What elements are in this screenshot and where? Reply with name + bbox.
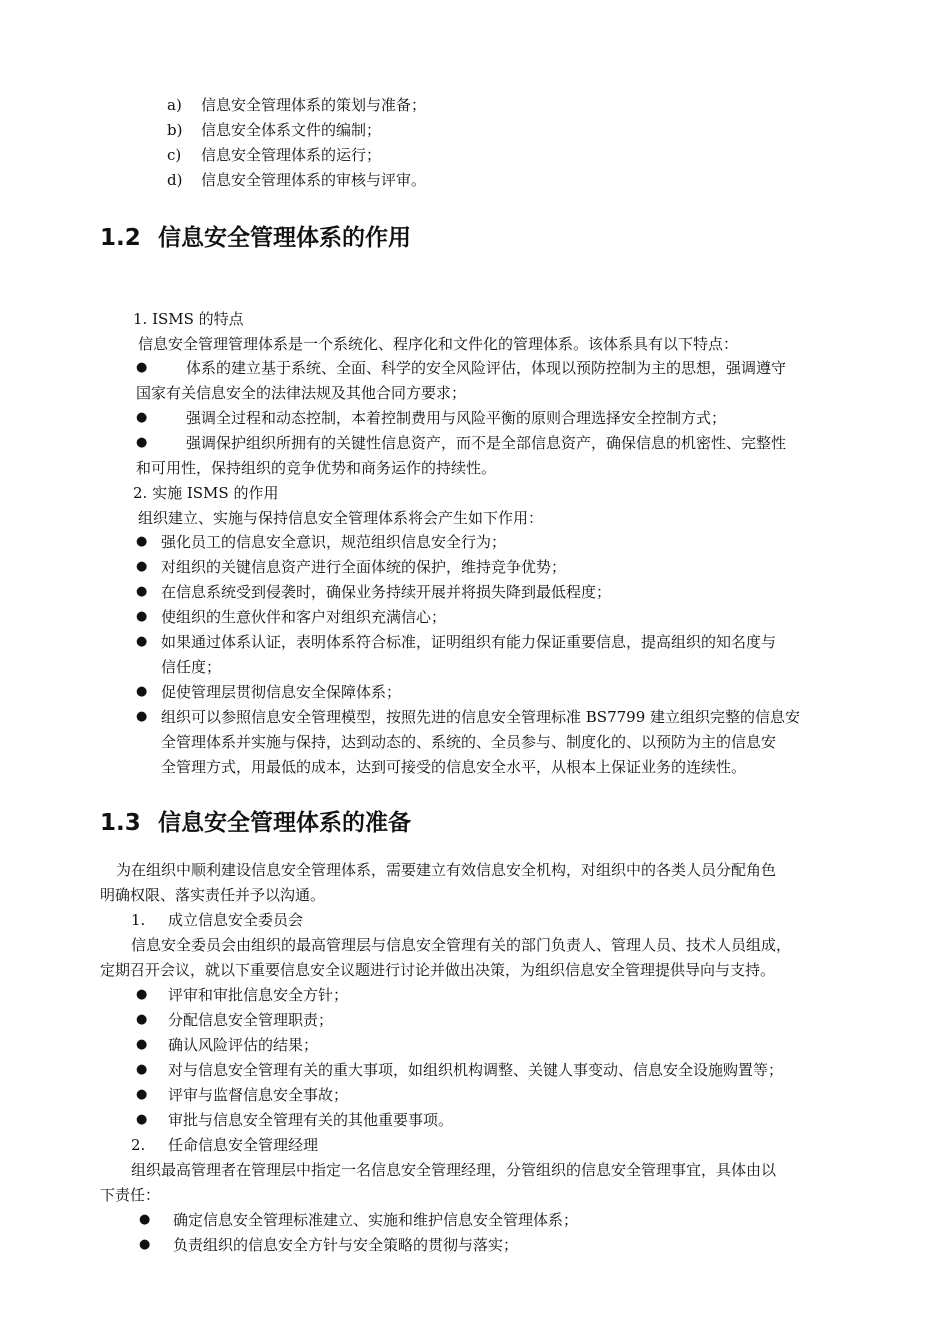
paragraph: 信息安全委员会由组织的最高管理层与信息安全管理有关的部门负责人、管理人员、技术人员组成，: [131, 936, 792, 954]
subsection-title: 2. 实施 ISMS 的作用: [133, 484, 279, 502]
bullet-dot-icon: ●: [136, 709, 148, 724]
item-number: 2.: [131, 1136, 146, 1154]
section-number: 1.2: [100, 225, 141, 251]
bullet-dot-icon: ●: [136, 559, 148, 574]
bullet-text-cont: 和可用性，保持组织的竞争优势和商务运作的持续性。: [136, 459, 497, 477]
paragraph: 组织建立、实施与保持信息安全管理体系将会产生如下作用：: [138, 509, 544, 527]
bullet-text: 组织可以参照信息安全管理模型，按照先进的信息安全管理标准 BS7799 建立组织完整的信息安: [161, 708, 801, 726]
bullet-dot-icon: ●: [136, 410, 148, 425]
bullet-text: 确认风险评估的结果；: [168, 1036, 319, 1054]
item-title: 成立信息安全委员会: [168, 911, 304, 929]
bullet-dot-icon: ●: [136, 1087, 148, 1102]
bullet-text: 对组织的关键信息资产进行全面体统的保护，维持竞争优势；: [161, 558, 567, 576]
bullet-text: 促使管理层贯彻信息安全保障体系；: [161, 683, 402, 701]
bullet-dot-icon: ●: [136, 1037, 148, 1052]
subsection-title: 1. ISMS 的特点: [133, 310, 244, 328]
bullet-dot-icon: ●: [136, 360, 148, 375]
list-item: 信息安全管理体系的审核与评审。: [201, 171, 427, 189]
bullet-text-cont: 全管理方式，用最低的成本，达到可接受的信息安全水平，从根本上保证业务的连续性。: [161, 758, 747, 776]
bullet-text: 对与信息安全管理有关的重大事项，如组织机构调整、关键人事变动、信息安全设施购置等；: [168, 1061, 784, 1079]
paragraph: 组织最高管理者在管理层中指定一名信息安全管理经理，分管组织的信息安全管理事宜，具体由以: [131, 1161, 777, 1179]
bullet-dot-icon: ●: [136, 1012, 148, 1027]
paragraph: 信息安全管理管理体系是一个系统化、程序化和文件化的管理体系。该体系具有以下特点：: [138, 335, 739, 353]
bullet-dot-icon: ●: [136, 1112, 148, 1127]
item-number: 1.: [131, 911, 146, 929]
bullet-dot-icon: ●: [136, 584, 148, 599]
section-heading-1-3: [100, 808, 411, 838]
section-title: 信息安全管理体系的作用: [158, 225, 411, 251]
bullet-text: 评审与监督信息安全事故；: [168, 1086, 349, 1104]
paragraph-cont: 明确权限、落实责任并予以沟通。: [100, 886, 326, 904]
bullet-text: 体系的建立基于系统、全面、科学的安全风险评估，体现以预防控制为主的思想，强调遵守: [186, 359, 787, 377]
list-item: 信息安全管理体系的策划与准备；: [201, 96, 427, 114]
bullet-text: 确定信息安全管理标准建立、实施和维护信息安全管理体系；: [173, 1211, 579, 1229]
bullet-text: 负责组织的信息安全方针与安全策略的贯彻与落实；: [173, 1236, 519, 1254]
bullet-text: 如果通过体系认证，表明体系符合标准，证明组织有能力保证重要信息，提高组织的知名度与: [161, 633, 777, 651]
bullet-text-cont: 全管理体系并实施与保持，达到动态的、系统的、全员参与、制度化的、以预防为主的信息安: [161, 733, 777, 751]
bullet-text: 在信息系统受到侵袭时，确保业务持续开展并将损失降到最低程度；: [161, 583, 612, 601]
paragraph: 为在组织中顺利建设信息安全管理体系，需要建立有效信息安全机构，对组织中的各类人员分配角色: [116, 861, 777, 879]
bullet-text: 强调全过程和动态控制，本着控制费用与风险平衡的原则合理选择安全控制方式；: [186, 409, 727, 427]
bullet-text: 审批与信息安全管理有关的其他重要事项。: [168, 1111, 454, 1129]
bullet-text: 使组织的生意伙伴和客户对组织充满信心；: [161, 608, 447, 626]
bullet-dot-icon: ●: [136, 609, 148, 624]
section-title: 信息安全管理体系的准备: [158, 810, 411, 836]
list-marker: a): [167, 96, 182, 114]
bullet-dot-icon: ●: [136, 684, 148, 699]
bullet-dot-icon: ●: [139, 1237, 151, 1252]
bullet-text: 分配信息安全管理职责；: [168, 1011, 334, 1029]
bullet-dot-icon: ●: [136, 534, 148, 549]
list-marker: d): [167, 171, 183, 189]
bullet-dot-icon: ●: [136, 1062, 148, 1077]
item-title: 任命信息安全管理经理: [168, 1136, 319, 1154]
list-item: 信息安全管理体系的运行；: [201, 146, 382, 164]
bullet-text: 评审和审批信息安全方针；: [168, 986, 349, 1004]
bullet-text-cont: 信任度；: [161, 658, 222, 676]
bullet-text-cont: 国家有关信息安全的法律法规及其他合同方要求；: [136, 384, 467, 402]
bullet-dot-icon: ●: [139, 1212, 151, 1227]
bullet-text: 强调保护组织所拥有的关键性信息资产，而不是全部信息资产，确保信息的机密性、完整性: [186, 434, 787, 452]
list-item: 信息安全体系文件的编制；: [201, 121, 382, 139]
bullet-dot-icon: ●: [136, 987, 148, 1002]
paragraph-cont: 下责任：: [100, 1186, 161, 1204]
paragraph-cont: 定期召开会议，就以下重要信息安全议题进行讨论并做出决策，为组织信息安全管理提供导向与支持。: [100, 961, 776, 979]
bullet-dot-icon: ●: [136, 435, 148, 450]
list-marker: b): [167, 121, 183, 139]
bullet-dot-icon: ●: [136, 634, 148, 649]
bullet-text: 强化员工的信息安全意识，规范组织信息安全行为；: [161, 533, 507, 551]
list-marker: c): [167, 146, 182, 164]
section-heading-1-2: [100, 223, 411, 253]
section-number: 1.3: [100, 810, 141, 836]
